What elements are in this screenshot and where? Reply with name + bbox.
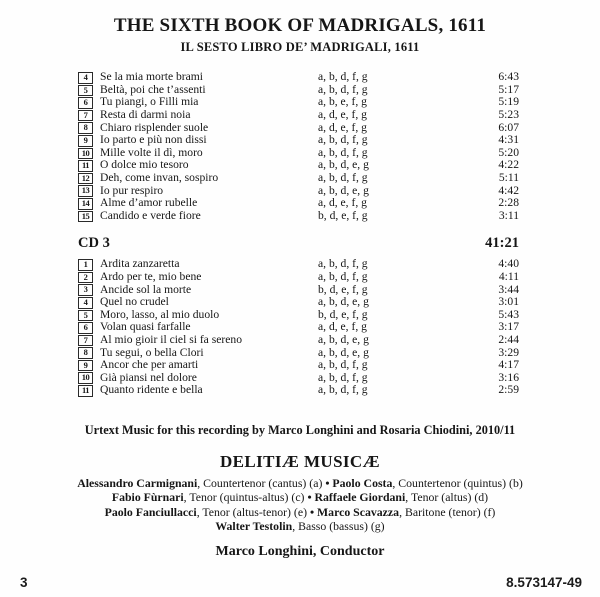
member-name: Walter Testolin — [215, 519, 293, 534]
urtext-note: Urtext Music for this recording by Marco Longhini and Rosaria Chiodini, 2010/11 — [84, 422, 516, 437]
ensemble-member-line — [0, 490, 600, 505]
track-number-box: 15 — [78, 211, 93, 223]
cd3-total-time: 41:21 — [485, 235, 519, 252]
track-title: Al mio gioir il ciel si fa sereno — [100, 332, 242, 346]
track-number-box: 14 — [78, 198, 93, 210]
member-name: • Raffaele Giordani — [307, 490, 406, 505]
track-number-box: 8 — [78, 347, 93, 359]
track-voices: a, b, e, f, g — [318, 95, 367, 109]
member-name: Fabio Fùrnari — [111, 490, 184, 505]
track-row — [78, 121, 519, 134]
track-row — [78, 184, 519, 197]
track-duration: 4:17 — [498, 358, 519, 372]
track-title: Io parto e più non dissi — [100, 133, 207, 147]
track-number-box: 1 — [78, 259, 93, 271]
page-footer — [20, 575, 582, 590]
track-number-box: 5 — [78, 85, 93, 97]
track-title: Io pur respiro — [100, 183, 164, 197]
track-number-box: 5 — [78, 310, 93, 322]
track-duration: 4:11 — [498, 269, 519, 283]
track-duration: 4:31 — [498, 133, 519, 147]
track-voices: b, d, e, f, g — [318, 307, 368, 321]
cd3-header — [78, 235, 519, 252]
cd3-tracklist — [78, 258, 519, 397]
track-voices: b, d, e, f, g — [318, 208, 368, 222]
track-duration: 5:19 — [498, 95, 519, 109]
ensemble-member-line — [0, 519, 600, 534]
track-number-box: 12 — [78, 173, 93, 185]
track-row — [78, 346, 519, 359]
track-title: O dolce mio tesoro — [100, 158, 189, 172]
track-number-box: 9 — [78, 360, 93, 372]
member-role: , Countertenor (cantus) (a) — [197, 475, 326, 490]
track-number-box: 2 — [78, 272, 93, 284]
track-voices: a, b, d, f, g — [318, 383, 368, 397]
page-number: 3 — [20, 575, 28, 590]
track-title: Quanto ridente e bella — [100, 383, 203, 397]
track-row — [78, 159, 519, 172]
track-number-box: 6 — [78, 97, 93, 109]
track-voices: a, b, d, f, g — [318, 170, 368, 184]
member-name: Alessandro Carmignani — [77, 475, 198, 490]
track-duration: 4:22 — [498, 158, 519, 172]
track-row — [78, 71, 519, 84]
catalog-number: 8.573147-49 — [506, 575, 582, 590]
conductor-line: Marco Longhini, Conductor — [215, 544, 385, 560]
track-row — [78, 359, 519, 372]
track-number-box: 4 — [78, 72, 93, 84]
track-number-box: 8 — [78, 122, 93, 134]
ensemble-member-line — [0, 476, 600, 491]
track-row — [78, 109, 519, 122]
track-number-box: 3 — [78, 284, 93, 296]
track-title: Già piansi nel dolore — [100, 370, 197, 384]
track-number-box: 9 — [78, 135, 93, 147]
track-number-box: 13 — [78, 185, 93, 197]
track-title: Beltà, poi che t’assenti — [100, 82, 206, 96]
track-voices: a, b, d, e, g — [318, 345, 369, 359]
track-duration: 3:29 — [498, 345, 519, 359]
track-title: Resta di darmi noia — [100, 108, 191, 121]
track-duration: 3:16 — [498, 370, 519, 384]
ensemble-members — [0, 476, 600, 534]
track-row — [78, 197, 519, 210]
track-duration: 2:59 — [498, 383, 519, 397]
track-voices: a, b, d, e, g — [318, 332, 369, 346]
track-voices: a, b, d, e, g — [318, 295, 369, 309]
track-row — [78, 334, 519, 347]
track-voices: a, b, d, f, g — [318, 370, 368, 384]
track-row — [78, 172, 519, 185]
track-title: Alme d’amor rubelle — [100, 196, 198, 210]
track-duration: 3:44 — [498, 282, 519, 296]
track-duration: 5:20 — [498, 145, 519, 159]
track-number-box: 10 — [78, 148, 93, 160]
track-row — [78, 384, 519, 397]
track-number-box: 10 — [78, 372, 93, 384]
track-voices: a, b, d, f, g — [318, 82, 368, 96]
track-voices: a, d, e, f, g — [318, 196, 367, 210]
track-title: Ardo per te, mio bene — [100, 269, 202, 283]
track-voices: a, d, e, f, g — [318, 320, 367, 334]
track-title: Quel no crudel — [100, 295, 169, 309]
track-voices: a, d, e, f, g — [318, 108, 367, 121]
track-voices: a, b, d, f, g — [318, 257, 368, 271]
track-duration: 3:01 — [498, 295, 519, 309]
track-row — [78, 96, 519, 109]
track-duration: 4:42 — [498, 183, 519, 197]
track-duration: 5:11 — [498, 170, 519, 184]
track-title: Ancor che per amarti — [100, 358, 199, 372]
track-duration: 6:43 — [498, 70, 519, 84]
member-name: • Marco Scavazza — [309, 504, 400, 519]
member-role: , Baritone (tenor) (f) — [399, 504, 496, 519]
track-title: Moro, lasso, al mio duolo — [100, 307, 220, 321]
track-title: Mille volte il dì, moro — [100, 145, 203, 159]
track-row — [78, 84, 519, 97]
track-voices: a, d, e, f, g — [318, 120, 367, 134]
track-row — [78, 283, 519, 296]
track-row — [78, 296, 519, 309]
track-voices: a, b, d, f, g — [318, 133, 368, 147]
track-number-box: 11 — [78, 160, 93, 172]
page-subtitle: IL SESTO LIBRO DE’ MADRIGALI, 1611 — [180, 40, 420, 54]
member-role: , Tenor (altus) (d) — [405, 490, 489, 505]
track-title: Volan quasi farfalle — [100, 320, 191, 334]
track-row — [78, 371, 519, 384]
track-title: Ardita zanzaretta — [100, 257, 180, 271]
track-number-box: 7 — [78, 110, 93, 122]
track-row — [78, 271, 519, 284]
member-role: , Tenor (quintus-altus) (c) — [183, 490, 308, 505]
track-voices: a, b, d, e, g — [318, 183, 369, 197]
track-number-box: 11 — [78, 385, 93, 397]
track-duration: 2:44 — [498, 332, 519, 346]
member-name: • Paolo Costa — [325, 475, 393, 490]
track-row — [78, 309, 519, 322]
track-row — [78, 258, 519, 271]
track-voices: a, b, d, f, g — [318, 145, 368, 159]
track-title: Ancide sol la morte — [100, 282, 192, 296]
track-duration: 6:07 — [498, 120, 519, 134]
track-voices: a, b, d, e, g — [318, 158, 369, 172]
track-row — [78, 147, 519, 160]
cd2-tracklist — [78, 71, 519, 222]
track-duration: 5:43 — [498, 307, 519, 321]
page-title: THE SIXTH BOOK OF MADRIGALS, 1611 — [113, 15, 487, 36]
track-voices: a, b, d, f, g — [318, 358, 368, 372]
track-row — [78, 134, 519, 147]
track-duration: 3:17 — [498, 320, 519, 334]
track-number-box: 7 — [78, 335, 93, 347]
track-title: Se la mia morte brami — [100, 70, 204, 84]
track-duration: 5:23 — [498, 108, 519, 121]
track-title: Chiaro risplender suole — [100, 120, 209, 134]
track-number-box: 4 — [78, 297, 93, 309]
track-row — [78, 321, 519, 334]
track-duration: 5:17 — [498, 82, 519, 96]
member-role: , Tenor (altus-tenor) (e) — [196, 504, 310, 519]
member-role: , Countertenor (quintus) (b) — [392, 475, 523, 490]
ensemble-name: DELITIÆ MUSICÆ — [219, 451, 381, 471]
track-title: Tu piangi, o Filli mia — [100, 95, 199, 109]
track-row — [78, 210, 519, 223]
ensemble-member-line — [0, 505, 600, 520]
track-voices: b, d, e, f, g — [318, 282, 368, 296]
track-number-box: 6 — [78, 322, 93, 334]
member-name: Paolo Fanciullacci — [104, 504, 197, 519]
track-title: Deh, come invan, sospiro — [100, 170, 219, 184]
track-voices: a, b, d, f, g — [318, 70, 368, 84]
cd3-label: CD 3 — [78, 235, 110, 252]
track-title: Tu segui, o bella Clori — [100, 345, 204, 359]
track-voices: a, b, d, f, g — [318, 269, 368, 283]
member-role: , Basso (bassus) (g) — [292, 519, 385, 534]
track-duration: 4:40 — [498, 257, 519, 271]
track-duration: 3:11 — [498, 208, 519, 222]
track-title: Candido e verde fiore — [100, 208, 201, 222]
track-duration: 2:28 — [498, 196, 519, 210]
